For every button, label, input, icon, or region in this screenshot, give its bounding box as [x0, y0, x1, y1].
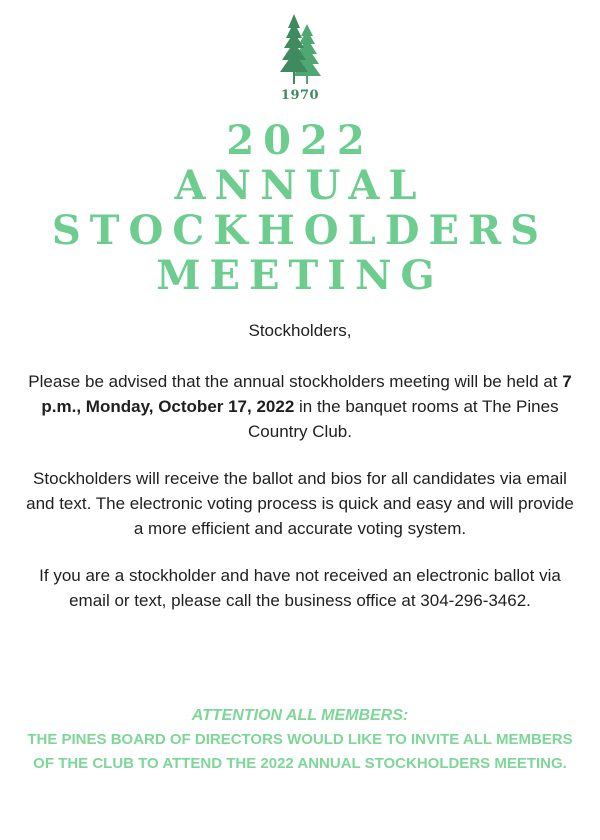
meeting-date-time: 7 p.m., Monday, October 17, 2022 — [41, 372, 572, 416]
attention-section — [20, 704, 580, 776]
title-line-meeting: MEETING — [156, 252, 444, 299]
attention-heading: ATTENTION ALL MEMBERS: — [191, 707, 409, 724]
details-text-start: Please be advised that the annual stockholders meeting will be held at — [28, 372, 563, 391]
greeting: Stockholders, — [248, 321, 352, 340]
details-text-end: in the banquet rooms at The Pines Country Club. — [248, 397, 559, 441]
title-line-annual: ANNUAL — [174, 162, 426, 209]
club-logo — [270, 14, 330, 106]
pine-trees-icon — [277, 14, 323, 86]
ballot-info-paragraph: Stockholders will receive the ballot and bios for all candidates via email and text. The electronic voting process is quick and easy and will provide a more efficient and accurate voting system. — [26, 469, 574, 538]
title-line-year: 2022 — [226, 117, 374, 164]
contact-paragraph: If you are a stockholder and have not received an electronic ballot via email or text, please call the business office at 304-296-3462. — [39, 566, 561, 610]
logo-year: 1970 — [280, 88, 320, 103]
notice-body — [20, 318, 580, 635]
page-title — [0, 118, 600, 298]
title-line-stockholders: STOCKHOLDERS — [51, 207, 549, 254]
attention-message: THE PINES BOARD OF DIRECTORS WOULD LIKE TO INVITE ALL MEMBERS OF THE CLUB TO ATTEND THE 2022 ANNUAL STOCKHOLDERS MEETING. — [27, 731, 573, 772]
meeting-details-paragraph — [20, 369, 580, 444]
